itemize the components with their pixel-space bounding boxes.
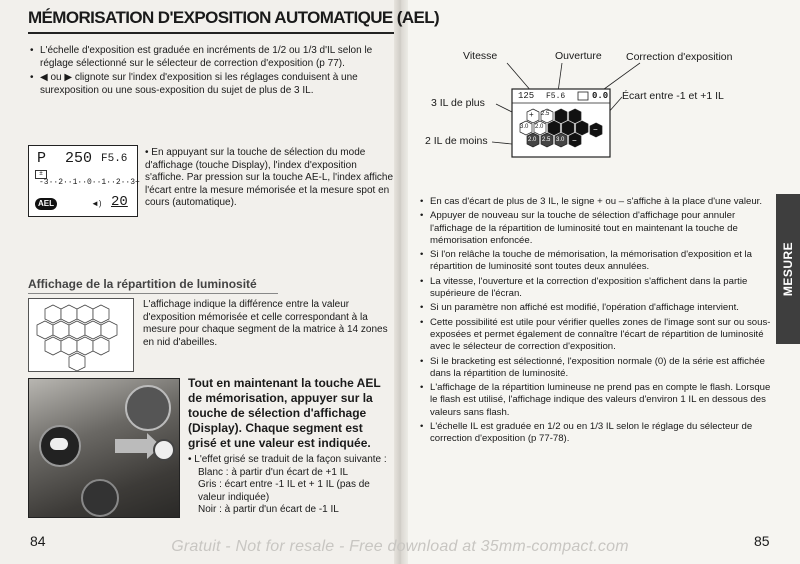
cell-value: 3.0: [520, 124, 529, 130]
display-button-icon: [153, 439, 175, 461]
right-bullet-list: [420, 196, 772, 448]
cell-value: 2.0: [528, 137, 537, 143]
label-plus: 3 IL de plus: [431, 97, 485, 109]
label-ouverture: Ouverture: [555, 50, 602, 62]
right-bullet-item: • Cette possibilité est utile pour vérifier quelles zones de l'image sont sur ou sous-exposées et permet également de connaître l'écart de répartition de luminosité avec le sélecteur de correction d'exposition.: [420, 316, 771, 353]
honeycomb-matrix: [28, 298, 134, 372]
metering-icon: ±: [35, 170, 47, 179]
label-correction: Correction d'exposition: [626, 51, 733, 63]
ael-badge: AEL: [35, 198, 57, 210]
shading-white: Blanc : à partir d'un écart de +1 IL: [198, 466, 349, 478]
left-bullet-item: • L'échelle d'exposition est graduée en incréments de 1/2 ou 1/3 d'IL selon le réglage sélectionné sur le sélecteur de correction d'exposition (p 77).: [30, 45, 373, 69]
page-title: MÉMORISATION D'EXPOSITION AUTOMATIQUE (AEL): [28, 8, 440, 27]
right-bullet-item: • Si le bracketing est sélectionné, l'exposition normale (0) de la série est affichée dans la répartition de luminosité.: [420, 355, 765, 379]
section-rule: [28, 293, 278, 294]
diagram-shutter: 125: [518, 91, 535, 101]
cell-value: 2.5: [541, 111, 550, 117]
instruction-text: Tout en maintenant la touche AEL de mémorisation, appuyer sur la touche de sélection d'affichage (Display). Chaque segment est grisé et une valeur est indiquée.: [188, 376, 381, 450]
shading-legend-intro: • L'effet grisé se traduit de la façon suivante :: [188, 454, 387, 465]
right-bullet-item: • Si l'on relâche la touche de mémorisation, la mémorisation d'exposition et la répartition de luminosité sont toutes deux annulées.: [420, 249, 753, 273]
af-button-icon: [81, 479, 119, 517]
right-bullet-item: • L'affichage de la répartition lumineuse ne prend pas en compte le flash. Lorsque le flash est utilisé, l'affichage indique des valeurs d'environ 1 IL en dessous des valeurs sans flash.: [420, 382, 771, 418]
section-title: Affichage de la répartition de luminosité: [28, 277, 257, 291]
lcd-shutter: 250: [65, 150, 93, 167]
right-bullet-item: • La vitesse, l'ouverture et la correction d'exposition s'affichent dans la partie supérieure de l'écran.: [420, 275, 748, 300]
diagram-aperture: F5.6: [546, 92, 566, 101]
label-ecart: Écart entre -1 et +1 IL: [622, 90, 724, 102]
lcd-exposure-scale: -3··2··1··0··1··2··3+: [39, 178, 140, 187]
left-bullet-item: • ◀ ou ▶ clignote sur l'index d'exposition si les réglages conduisent à une surexposition ou une sous-exposition du sujet de plus de 3 IL.: [30, 72, 358, 96]
ael-button-icon: [39, 425, 81, 467]
cell-plus: +: [529, 110, 534, 119]
section-paragraph: L'affichage indique la différence entre la valeur d'exposition mémorisée et celle correspondant à la mesure pour chaque segment de la matrice à 14 zones en nid d'abeilles.: [143, 299, 388, 348]
lcd-aperture: F5.6: [101, 153, 128, 165]
pointing-arrow-icon: [115, 439, 147, 453]
shading-grey: Gris : écart entre -1 IL et + 1 IL (pas de valeur indiquée): [198, 479, 370, 503]
camera-photo: [28, 378, 180, 518]
right-bullet-item: • Appuyer de nouveau sur la touche de sélection d'affichage pour annuler l'affichage de la répartition de luminosité tout en maintenant la touche de mémorisation enfoncée.: [420, 210, 738, 246]
right-bullet-item: • Si un paramètre non affiché est modifié, l'opération d'affichage intervient.: [420, 302, 739, 314]
cell-value: 3.0: [556, 137, 565, 143]
page-number-left: 84: [30, 533, 46, 549]
diagram-comp: 0.0: [592, 91, 609, 101]
watermark: Gratuit - Not for resale - Free download at 35mm-compact.com: [171, 538, 629, 555]
page-number-right: 85: [754, 533, 770, 549]
honeycomb-icon: [29, 299, 133, 371]
cell-value: 2.0: [535, 124, 544, 130]
shading-legend: [188, 454, 393, 517]
lcd-frame-count: 20: [111, 194, 128, 210]
cell-minus: −: [593, 125, 598, 134]
lcd-mode: P: [37, 150, 47, 167]
cell-minus: −: [572, 136, 577, 145]
shading-black: Noir : à partir d'un écart de -1 IL: [198, 504, 339, 516]
control-dial-icon: [125, 385, 171, 431]
cell-value: 2.5: [542, 137, 551, 143]
right-bullet-item: • L'échelle IL est graduée en 1/2 ou en 1/3 IL selon le réglage du sélecteur de correction d'exposition (p 77-78).: [420, 421, 753, 445]
chapter-tab-mesure: MESURE: [776, 194, 800, 344]
speaker-icon: ◄): [91, 199, 102, 208]
label-moins: 2 IL de moins: [425, 135, 488, 147]
press-paragraph: • En appuyant sur la touche de sélection du mode d'affichage (touche Display), l'index d'exposition s'affiche. Par pression sur la touche AE-L, l'index affiche l'écart entre la mesure mémorisée et la mesure spot en cours (automatique).: [145, 147, 394, 209]
label-vitesse: Vitesse: [463, 50, 498, 62]
right-bullet-item: • En cas d'écart de plus de 3 IL, le signe + ou – s'affiche à la place d'une valeur.: [420, 196, 762, 207]
